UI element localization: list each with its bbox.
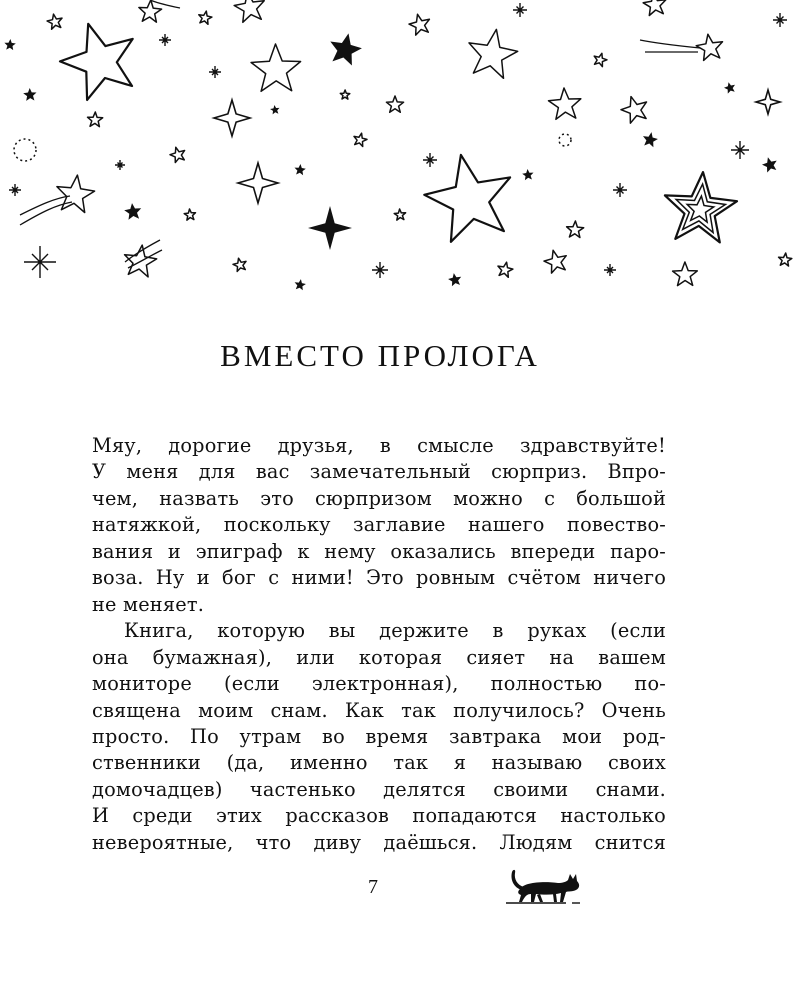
star-icon	[308, 206, 352, 250]
text-line: Мяу, дорогие друзья, в смысле здравствуйте!	[92, 434, 666, 457]
text-line: просто. По утрам во время завтрака мои род-	[92, 724, 666, 748]
star-icon	[115, 160, 125, 170]
text-line: У меня для вас замечательный сюрприз. Впро-	[92, 460, 666, 484]
star-icon	[251, 44, 301, 91]
star-icon	[544, 250, 566, 273]
star-icon	[47, 14, 62, 29]
text-line: она бумажная), или которая сияет на вашем	[92, 645, 666, 669]
star-icon	[354, 133, 367, 146]
star-icon	[522, 169, 533, 180]
star-icon	[394, 209, 405, 220]
star-icon	[762, 157, 777, 172]
star-icon	[643, 0, 666, 15]
star-icon	[594, 53, 607, 66]
star-icon	[724, 82, 735, 93]
text-line: домочадцев) частенько делятся своими снами.	[92, 777, 666, 801]
star-icon	[233, 258, 246, 271]
star-icon	[9, 184, 21, 196]
star-icon	[60, 24, 133, 100]
star-icon	[199, 11, 212, 24]
star-icon	[20, 196, 72, 225]
text-line: Книга, которую вы держите в руках (если	[124, 619, 666, 643]
star-icon	[513, 3, 527, 17]
star-icon	[386, 96, 403, 112]
star-icon	[643, 132, 658, 147]
star-icon	[24, 246, 56, 278]
star-icon	[779, 253, 792, 266]
star-icon	[214, 100, 250, 136]
star-icon	[238, 163, 278, 203]
cat-icon	[500, 866, 590, 910]
star-icon	[124, 203, 141, 220]
star-icon	[498, 262, 513, 277]
text-line: мониторе (если электронная), полностью по-	[92, 672, 666, 696]
text-line: невероятные, что диву даёшься. Людям снится	[92, 830, 666, 854]
star-icon	[4, 39, 15, 50]
star-icon	[640, 40, 700, 52]
star-icon	[150, 0, 180, 8]
star-icon	[604, 264, 616, 276]
star-icon	[159, 34, 171, 46]
star-icon	[170, 147, 185, 162]
stars-illustration	[0, 0, 800, 295]
star-icon	[559, 134, 571, 146]
star-icon	[295, 164, 306, 175]
star-icon	[14, 139, 36, 161]
text-line: ственники (да, именно так я называю своих	[92, 751, 666, 775]
star-icon	[549, 88, 581, 119]
text-line: священа моим снам. Как так получилось? Очень	[92, 698, 666, 722]
text-line: натяжкой, поскольку заглавие нашего повество-	[92, 513, 666, 537]
star-icon	[88, 112, 103, 127]
star-icon	[448, 273, 461, 286]
text-line: не меняет.	[92, 592, 205, 616]
star-icon	[673, 262, 698, 286]
star-icon	[372, 262, 388, 278]
chapter-title: ВМЕСТО ПРОЛОГА	[220, 338, 540, 373]
star-icon	[340, 90, 350, 99]
star-icon	[209, 66, 221, 78]
star-icon	[234, 0, 264, 22]
star-icon	[23, 88, 36, 101]
star-icon	[756, 90, 780, 114]
star-icon	[621, 97, 647, 124]
star-icon	[696, 34, 722, 60]
star-icon	[423, 153, 437, 167]
star-icon	[613, 183, 627, 197]
text-line: вания и эпиграф к нему оказались впереди паро-	[92, 539, 666, 563]
star-icon	[567, 221, 584, 238]
star-icon	[731, 141, 749, 159]
text-line: чем, назвать это сюрпризом можно с большой	[92, 486, 666, 510]
page-number: 7	[368, 876, 378, 898]
star-icon	[424, 155, 510, 242]
star-icon	[676, 184, 725, 232]
star-icon	[665, 172, 737, 242]
text-line: И среди этих рассказов попадаются настолько	[92, 804, 666, 828]
star-icon	[295, 279, 306, 290]
star-icon	[184, 209, 195, 220]
star-icon	[330, 33, 362, 65]
star-icon	[773, 13, 787, 27]
star-icon	[57, 175, 95, 212]
text-line: воза. Ну и бог с ними! Это ровным счётом ничего	[92, 566, 666, 590]
star-icon	[469, 29, 518, 78]
star-icon	[270, 105, 279, 114]
star-icon	[409, 14, 429, 35]
body-text	[92, 433, 666, 856]
